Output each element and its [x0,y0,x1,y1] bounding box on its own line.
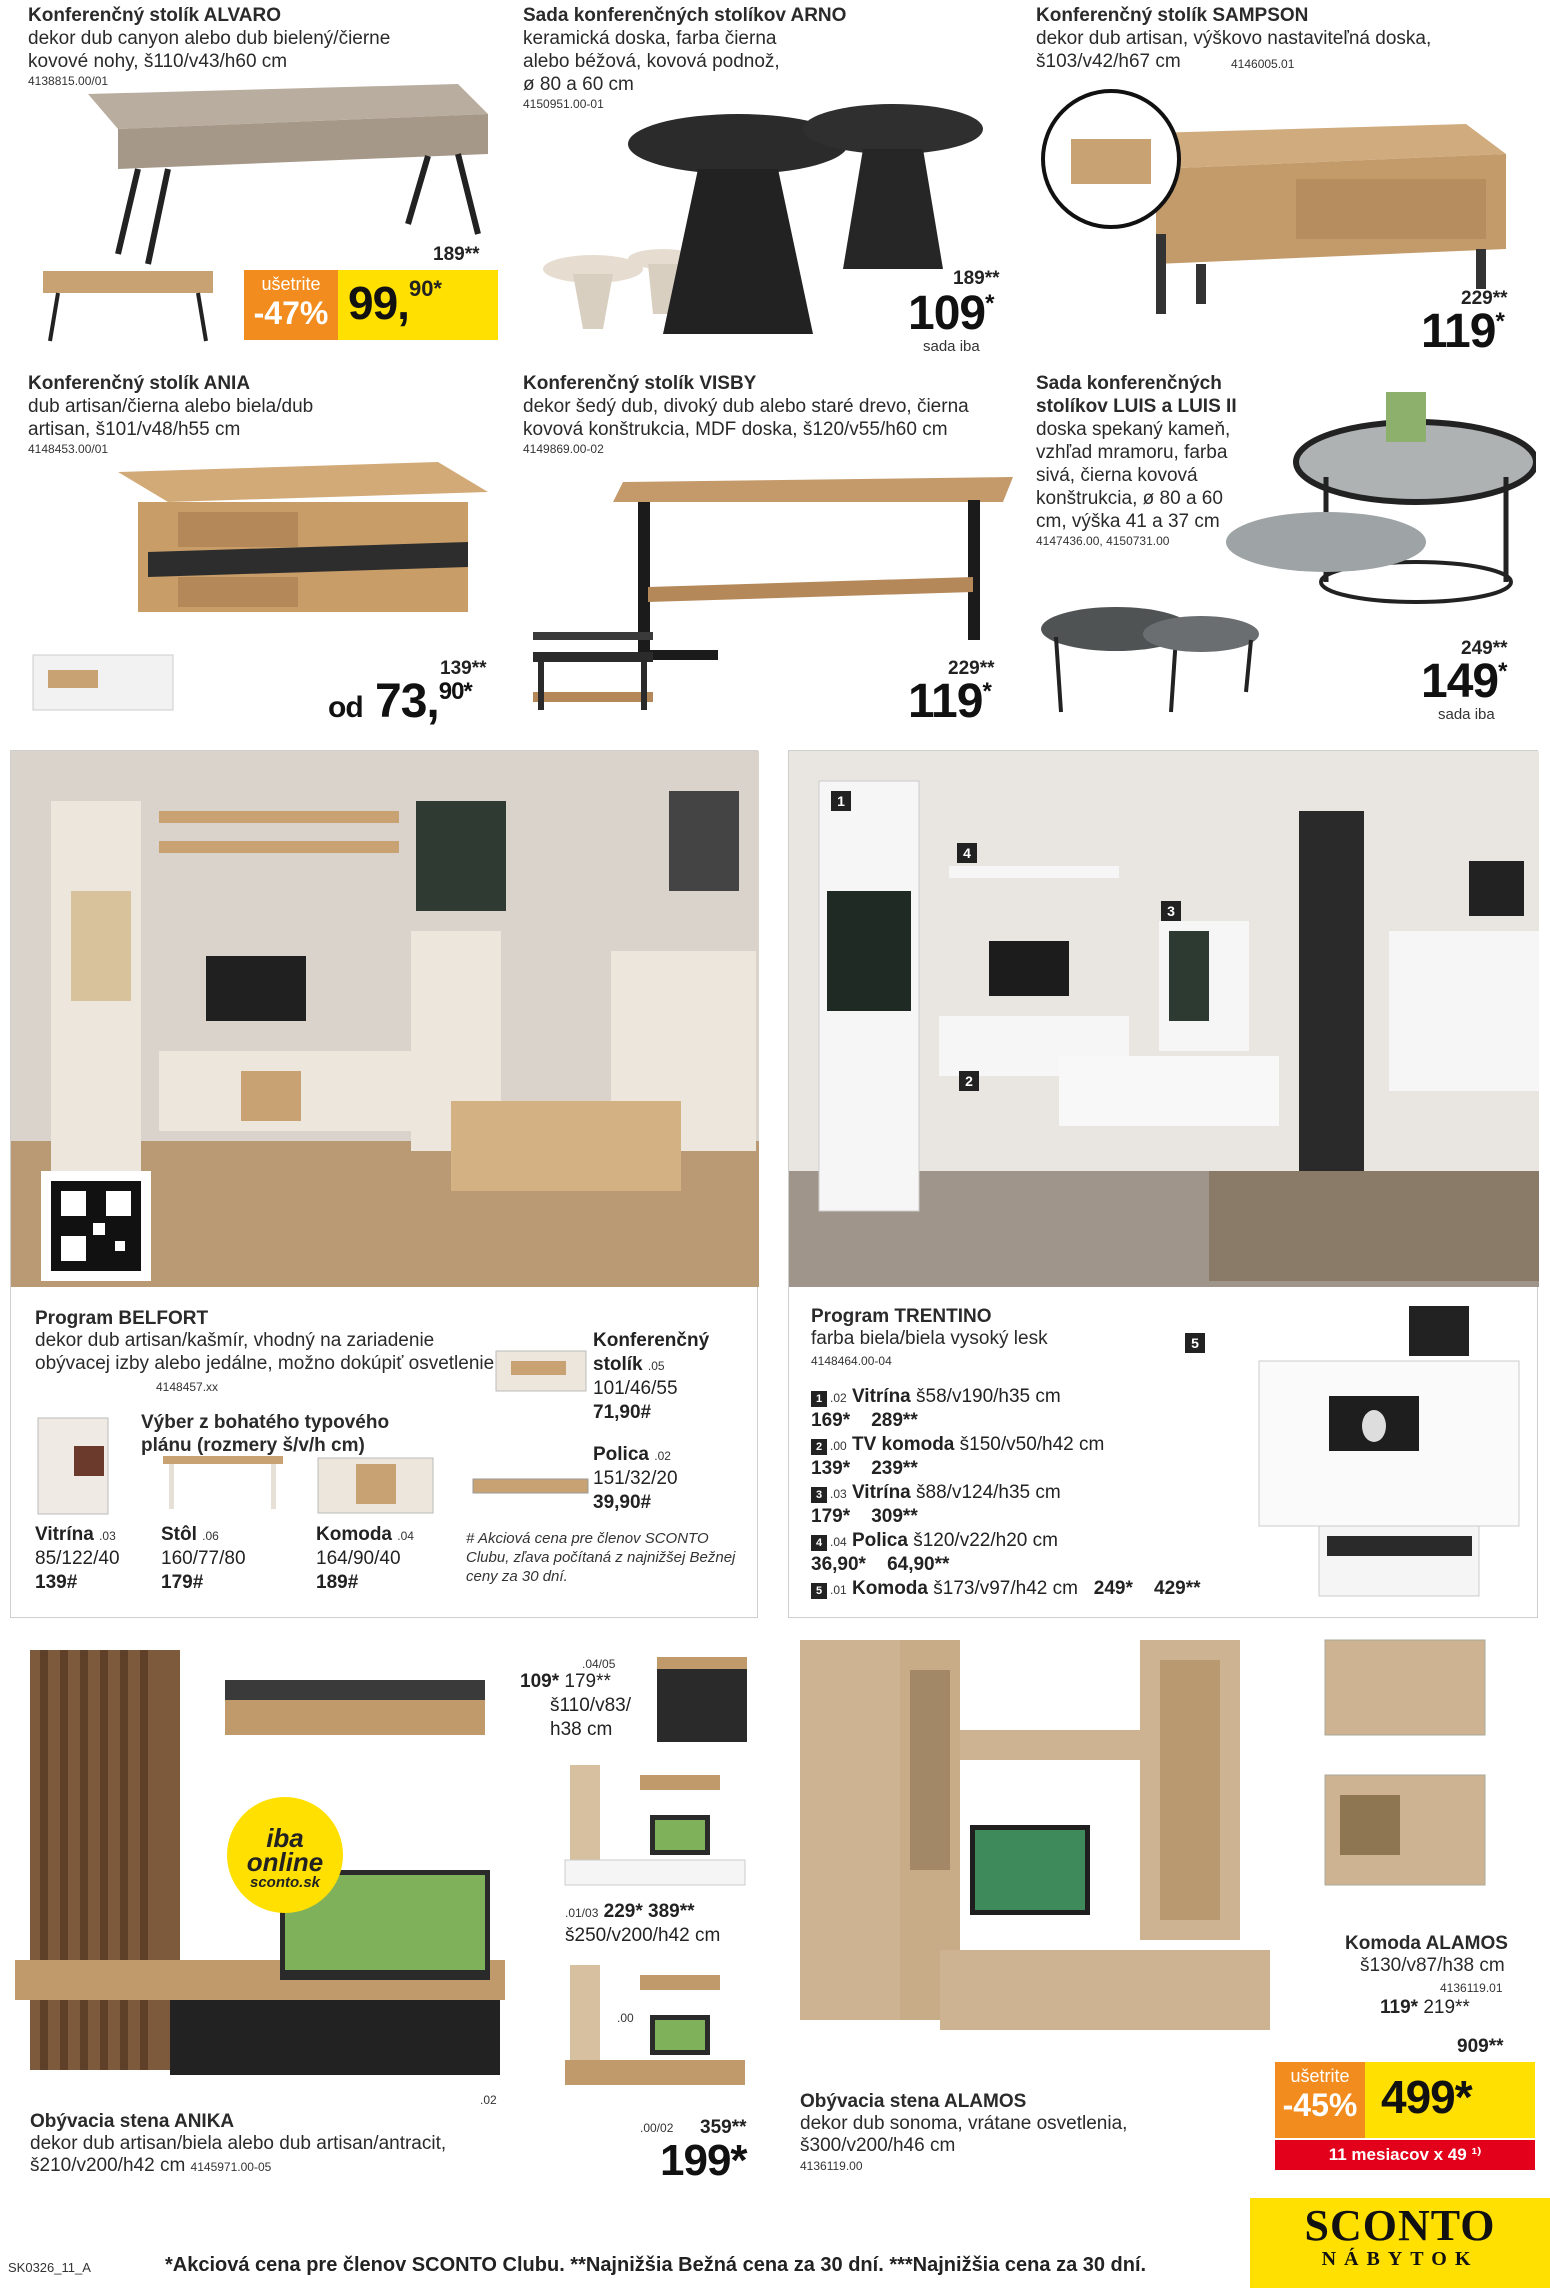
marker-5: 5 [1185,1333,1205,1353]
belfort-side-stolik [593,1329,743,1425]
item-dims: š173/v97/h42 cm [933,1578,1078,1599]
variant1-code: .04/05 [582,1657,616,1671]
price-sup: 90* [438,678,472,705]
product-desc: dekor šedý dub, divoký dub alebo staré drevo, čierna kovová konštrukcia, MDF doska, š120/v55/h60 cm [523,396,969,440]
product-desc: keramická doska, farba čierna alebo béžová, kovová podnož, ø 80 a 60 cm [523,28,780,95]
vitrina-image [36,1416,111,1516]
alamos-section [790,1630,1540,2190]
old-price: 249** [1461,638,1508,659]
komoda-image [316,1456,436,1516]
belfort-desc: dekor dub artisan/kašmír, vhodný na zariadenie obývacej izby alebo jedálne, možno dokúpiť osvetlenie [35,1330,495,1374]
variant1-image [655,1655,750,1745]
item-price: 139# [35,1572,78,1593]
item-name: Stôl [161,1524,197,1545]
price-main: 119 [1421,305,1496,358]
trentino-item-4 [811,1529,1241,1553]
variant-old: 389** [648,1901,695,1922]
variant-price: 229* [603,1901,643,1922]
konferencny-stolik-image [491,1346,591,1396]
trentino-price-3 [811,1505,1241,1529]
komoda-code: 4136119.01 [1440,1981,1503,1995]
belfort-room-image [11,751,759,1287]
item-old: 289** [871,1410,918,1431]
price-sup: 90* [408,276,442,301]
badge-line-3: sconto.sk [249,1874,321,1891]
item-name: TV komoda [851,1434,955,1455]
logo-word: SCONTO [1304,2201,1496,2250]
logo-subword: NÁBYTOK [1321,2248,1479,2270]
item-price: 36,90* [811,1554,866,1575]
trentino-price-4 [811,1553,1241,1577]
sconto-logo [1250,2198,1550,2288]
alamos-code: 4136119.00 [800,2159,863,2173]
item-code: .03 [99,1529,116,1543]
item-number: 5 [811,1583,827,1599]
price-box [338,270,498,340]
product-code: 4138815.00/01 [28,74,109,88]
price-sup: * [982,678,991,705]
alamos-dims: š300/v200/h46 cm [800,2135,956,2156]
belfort-item-stol [161,1523,246,1595]
anika-title: Obývacia stena ANIKA [30,2111,235,2132]
price [908,674,991,729]
price-main: 109 [908,287,986,340]
discount-badge [244,270,338,340]
item-old: 429** [1154,1578,1201,1599]
product-desc: dekor dub canyon alebo dub bielený/čierne kovové nohy, š110/v43/h60 cm [28,28,391,72]
anika-code-02: .02 [480,2093,497,2107]
footer-text: *Akciová cena pre členov SCONTO Clubu. **Najnižšia Bežná cena za 30 dní. ***Najnižšia cena za 30 dní. [165,2254,1147,2276]
item-number: 3 [811,1487,827,1503]
item-name: Vitrína [851,1482,911,1503]
item-name: Vitrína [35,1524,94,1545]
item-price: 139* [811,1458,851,1479]
badge-label: ušetrite [1290,2066,1350,2086]
trentino-desc: farba biela/biela vysoký lesk [811,1328,1048,1349]
item-code: .05 [647,1359,665,1373]
belfort-item-komoda [316,1523,414,1595]
product-title: Konferenčný stolík SAMPSON [1036,5,1309,26]
old-price: 229** [1461,288,1508,309]
variant1-price [520,1670,611,1694]
badge-line-2: online [246,1847,324,1877]
product-title: Konferenčný stolík ALVARO [28,5,282,26]
anika-desc: dekor dub artisan/biela alebo dub artisan/antracit, [30,2133,447,2154]
alamos-price-box [1365,2062,1535,2138]
price [908,286,993,341]
badge-percent: -45% [1282,2087,1358,2123]
product-luis [1036,372,1536,732]
dims: š210/v200/h42 cm [30,2155,186,2176]
trentino-komoda-image [1209,1286,1529,1606]
belfort-item-vitrina [35,1523,120,1595]
item-old: 239** [871,1458,918,1479]
alamos-old-price: 909** [1457,2036,1504,2057]
komoda-price-value: 119* [1380,1997,1419,2018]
item-code: .02 [654,1449,671,1463]
belfort-note: # Akciová cena pre členov SCONTO Clubu, zľava počítaná z najnižšej Bežnej ceny za 30 dní. [466,1530,736,1585]
alamos-desc: dekor dub sonoma, vrátane osvetlenia, [800,2113,1128,2134]
komoda-dims: š130/v87/h38 cm [1360,1955,1505,1976]
old-price: 229** [948,658,995,679]
price [1421,304,1504,359]
ania-alt-image [28,650,178,720]
item-price: 169* [811,1410,851,1431]
stol-image [161,1451,286,1511]
item-name: Komoda [316,1524,392,1545]
product-desc: dub artisan/čierna alebo biela/dub artisan, š101/v48/h55 cm [28,396,314,440]
trentino-item-1 [811,1385,1241,1409]
price-sup: * [1495,308,1504,335]
item-old: 64,90** [887,1554,950,1575]
belfort-code: 4148457.xx [156,1380,219,1394]
product-title: Konferenčný stolík VISBY [523,373,757,394]
item-dims: 151/32/20 [593,1468,678,1489]
anika-old-price: 359** [700,2117,747,2138]
price [328,674,472,729]
item-dims: š58/v190/h35 cm [916,1386,1061,1407]
alamos-komoda-image [1320,1635,1540,1895]
price-main: 149 [1421,655,1499,708]
product-alvaro [28,4,488,344]
item-code: .02 [830,1391,847,1405]
alamos-price: 499* [1381,2071,1472,2123]
online-badge [230,1823,340,1891]
old-price: 139** [440,658,487,679]
variant3-code: .00 [617,2011,634,2025]
item-number: 4 [811,1535,827,1551]
installments-text: 11 mesiacov x 49 ¹⁾ [1328,2145,1482,2164]
product-sampson [1036,4,1536,358]
price-main: 99, [348,277,409,329]
item-dims: 101/46/55 [593,1378,678,1399]
trentino-item-2 [811,1433,1241,1457]
price-note: sada iba [923,338,980,355]
product-title: Sada konferenčných stolíkov LUIS a LUIS II [1036,373,1237,417]
product-visby [523,372,1023,732]
item-dims: 164/90/40 [316,1548,401,1569]
alvaro-alt-image [38,266,218,346]
item-dims: 160/77/80 [161,1548,246,1569]
anika-price: 199* [660,2136,747,2185]
product-code: 4148453.00/01 [28,442,109,456]
item-name: Vitrína [851,1386,911,1407]
marker-3: 3 [1161,901,1181,921]
product-title: Konferenčný stolík ANIA [28,373,251,394]
marker-4: 4 [957,843,977,863]
badge-percent: -47% [253,295,329,331]
komoda-title: Komoda ALAMOS [1345,1933,1508,1954]
polica-image [471,1471,591,1501]
item-price: 179* [811,1506,851,1527]
komoda-old: 219** [1423,1997,1470,2018]
item-price: 179# [161,1572,204,1593]
item-code: .04 [830,1535,847,1549]
item-dims: š120/v22/h20 cm [913,1530,1058,1551]
price-sup: * [985,290,994,317]
belfort-panel [10,750,758,1618]
item-name: Polica [851,1530,908,1551]
product-desc: doska spekaný kameň, vzhľad mramoru, farba sivá, čierna kovová konštrukcia, ø 80 a 60 cm, výška 41 a 37 cm [1036,419,1231,532]
price [1421,654,1506,709]
variant2-image [560,1760,750,1890]
item-price: 39,90# [593,1492,652,1513]
product-code: 4147436.00, 4150731.00 [1036,534,1170,548]
variant3-image [560,1960,750,2090]
komoda-price [1380,1996,1470,2020]
item-dims: š150/v50/h42 cm [959,1434,1105,1455]
installments-bar [1275,2140,1535,2170]
belfort-side-polica [593,1443,743,1515]
anika-section [10,1630,760,2190]
alamos-discount-badge [1275,2062,1365,2138]
variant-code: .01/03 [565,1906,599,1920]
ania-table-image [108,452,508,632]
item-code: .01 [830,1583,847,1597]
variant-price: 109* [520,1671,560,1692]
product-code: 4150951.00-01 [523,97,604,111]
trentino-title: Program TRENTINO [811,1306,992,1327]
item-dims: 85/122/40 [35,1548,120,1569]
product-arno [523,4,1013,364]
old-price: 189** [433,244,480,265]
alamos-title: Obývacia stena ALAMOS [800,2091,1027,2112]
item-code: .06 [202,1529,219,1543]
anika-dims [30,2154,271,2177]
marker-2: 2 [959,1071,979,1091]
trentino-item-3 [811,1481,1241,1505]
variant-dims1: š110/v83/ [550,1695,631,1716]
old-price: 189** [953,268,1000,289]
badge-label: ušetrite [261,274,321,294]
anika-code-0002: .00/02 [640,2121,674,2135]
trentino-item-5 [811,1577,1241,1601]
item-number: 2 [811,1439,827,1455]
price-prefix: od [328,691,363,724]
price-main: 119 [908,675,983,728]
product-title: Sada konferenčných stolíkov ARNO [523,5,847,26]
variant1-dims [550,1694,631,1742]
belfort-choice: Výber z bohatého typového plánu (rozmery š/v/h cm) [141,1412,390,1456]
product-code: 4146005.01 [1231,57,1295,71]
marker-1: 1 [831,791,851,811]
item-code: .04 [397,1529,414,1543]
product-ania [28,372,498,732]
trentino-room-image [789,751,1539,1287]
item-name: Komoda [851,1578,928,1599]
product-desc: dekor dub artisan, výškovo nastaviteľná doska, š103/v42/h67 cm [1036,28,1432,72]
price-note: sada iba [1438,706,1495,723]
item-dims: š88/v124/h35 cm [916,1482,1061,1503]
item-number: 1 [811,1391,827,1407]
trentino-list [811,1385,1241,1601]
item-name: Konferenčný stolík [593,1330,710,1375]
trentino-price-1 [811,1409,1241,1433]
item-code: .03 [830,1487,847,1501]
trentino-code: 4148464.00-04 [811,1354,892,1368]
item-price: 71,90# [593,1402,652,1423]
item-name: Polica [593,1444,649,1465]
variant2-price [565,1900,695,1924]
item-old: 309** [871,1506,918,1527]
badge-line-1: iba [266,1823,304,1853]
alamos-wall-image [790,1630,1310,2060]
item-code: .00 [830,1439,847,1453]
trentino-panel [788,750,1538,1618]
trentino-price-2 [811,1457,1241,1481]
variant-old: 179** [564,1671,611,1692]
page-code: SK0326_11_A [8,2260,91,2275]
item-price: 189# [316,1572,359,1593]
belfort-title: Program BELFORT [35,1308,209,1329]
variant2-dims: š250/v200/h42 cm [565,1925,721,1946]
price-main: 73, [375,675,439,728]
item-price: 249* [1093,1578,1133,1599]
product-code: 4149869.00-02 [523,442,604,456]
codes: 4145971.00-05 [190,2160,272,2174]
price-sup: * [1498,658,1507,685]
variant-dims2: h38 cm [550,1719,613,1740]
